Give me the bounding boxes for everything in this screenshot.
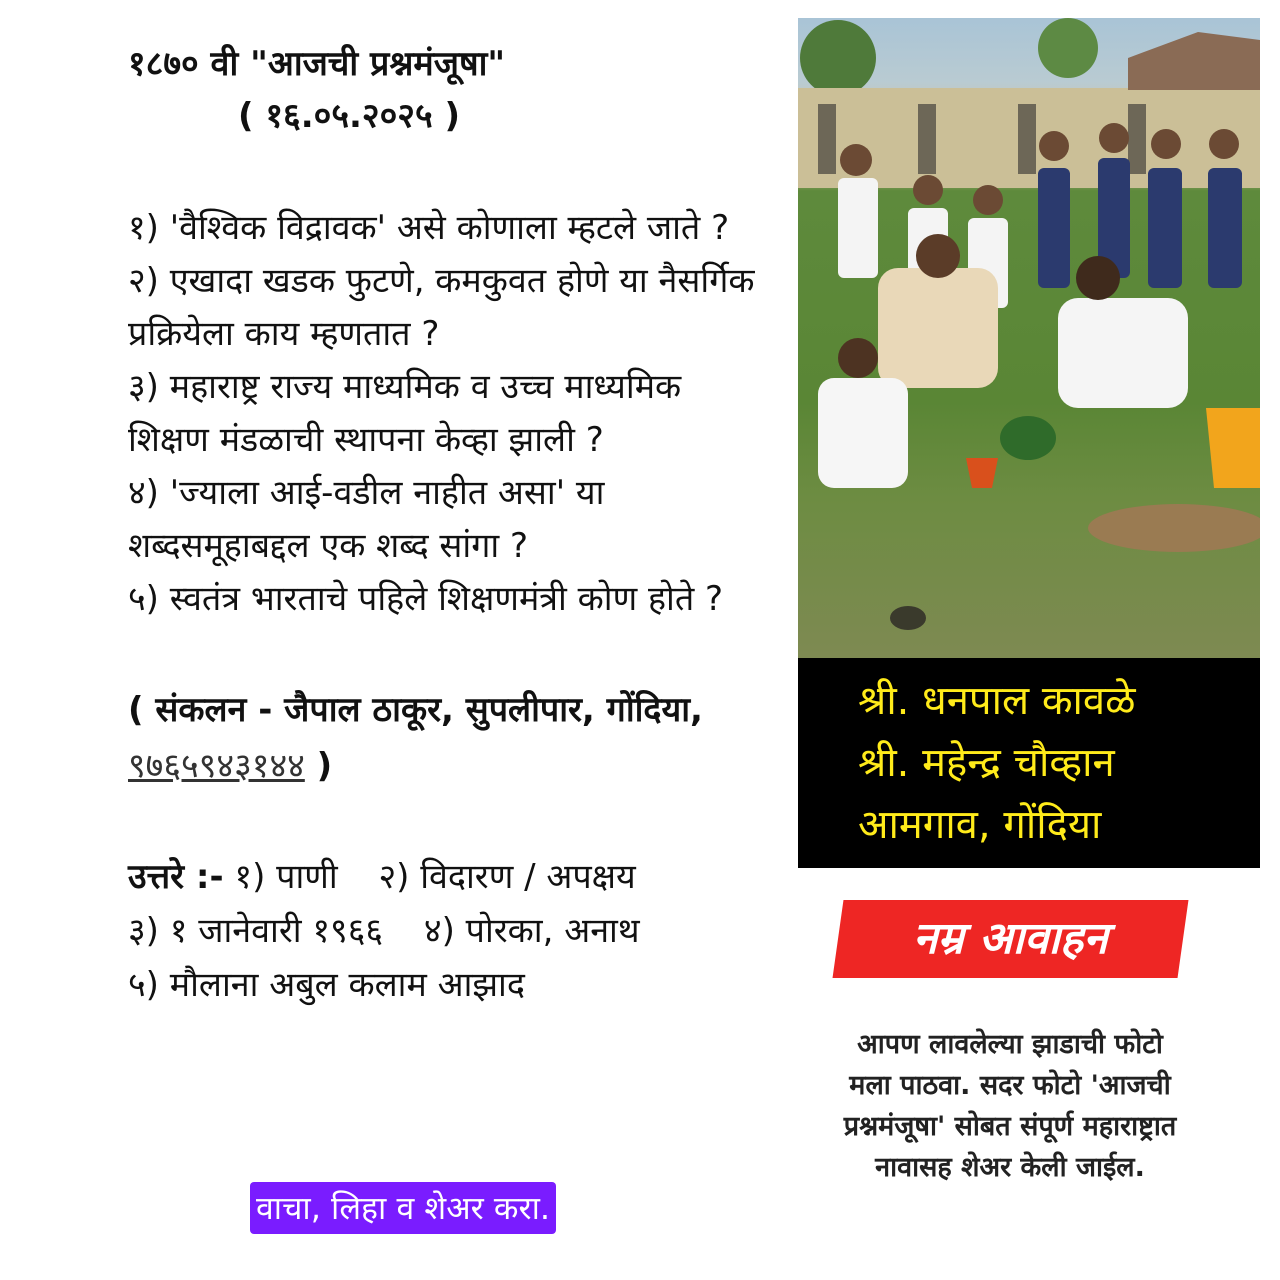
quiz-title: १८७० वी "आजची प्रश्नमंजूषा" <box>128 44 506 84</box>
answer-4: ४) पोरका, अनाथ <box>423 911 640 951</box>
photo-illustration <box>798 18 1260 658</box>
quiz-panel <box>128 38 768 1012</box>
names-box <box>798 658 1260 868</box>
answers-label: उत्तरे :- <box>128 857 224 897</box>
location: आमगाव, गोंदिया <box>858 802 1102 848</box>
appeal-text: आपण लावलेल्या झाडाची फोटो मला पाठवा. सदर फोटो 'आजची प्रश्नमंजूषा' सोबत संपूर्ण महाराष्ट्रात नावासह शेअर केली जाईल. <box>843 1029 1177 1183</box>
name-2: श्री. महेन्द्र चौव्हान <box>858 740 1115 786</box>
question-1: १) 'वैश्विक विद्रावक' असे कोणाला म्हटले जाते ? <box>128 208 730 248</box>
share-banner: वाचा, लिहा व शेअर करा. <box>250 1182 556 1234</box>
answer-block <box>128 850 768 1012</box>
quiz-date: ( १६.०५.२०२५ ) <box>238 96 461 136</box>
answer-5: ५) मौलाना अबुल कलाम आझाद <box>128 965 525 1005</box>
answer-2: २) विदारण / अपक्षय <box>378 857 636 897</box>
question-list <box>128 202 768 626</box>
credit-prefix: ( संकलन - जैपाल ठाकूर, सुपलीपार, गोंदिया, <box>128 690 703 730</box>
credit-suffix: ) <box>316 746 333 786</box>
name-1: श्री. धनपाल कावळे <box>858 678 1136 724</box>
answer-1: १) पाणी <box>234 857 338 897</box>
question-4: ४) 'ज्याला आई-वडील नाहीत असा' या शब्दसमूहाबद्दल एक शब्द सांगा ? <box>128 473 605 566</box>
answer-3: ३) १ जानेवारी १९६६ <box>128 911 384 951</box>
phone-link[interactable]: ९७६५९४३१४४ <box>128 746 305 786</box>
question-3: ३) महाराष्ट्र राज्य माध्यमिक व उच्च माध्यमिक शिक्षण मंडळाची स्थापना केव्हा झाली ? <box>128 367 682 460</box>
appeal-heading: नम्र आवाहन <box>913 913 1108 964</box>
appeal-banner <box>833 900 1189 978</box>
question-2: २) एखादा खडक फुटणे, कमकुवत होणे या नैसर्गिक प्रक्रियेला काय म्हणतात ? <box>128 261 755 354</box>
question-5: ५) स्वतंत्र भारताचे पहिले शिक्षणमंत्री कोण होते ? <box>128 579 724 619</box>
tree-planting-photo <box>798 18 1260 658</box>
credit-line <box>128 682 768 794</box>
